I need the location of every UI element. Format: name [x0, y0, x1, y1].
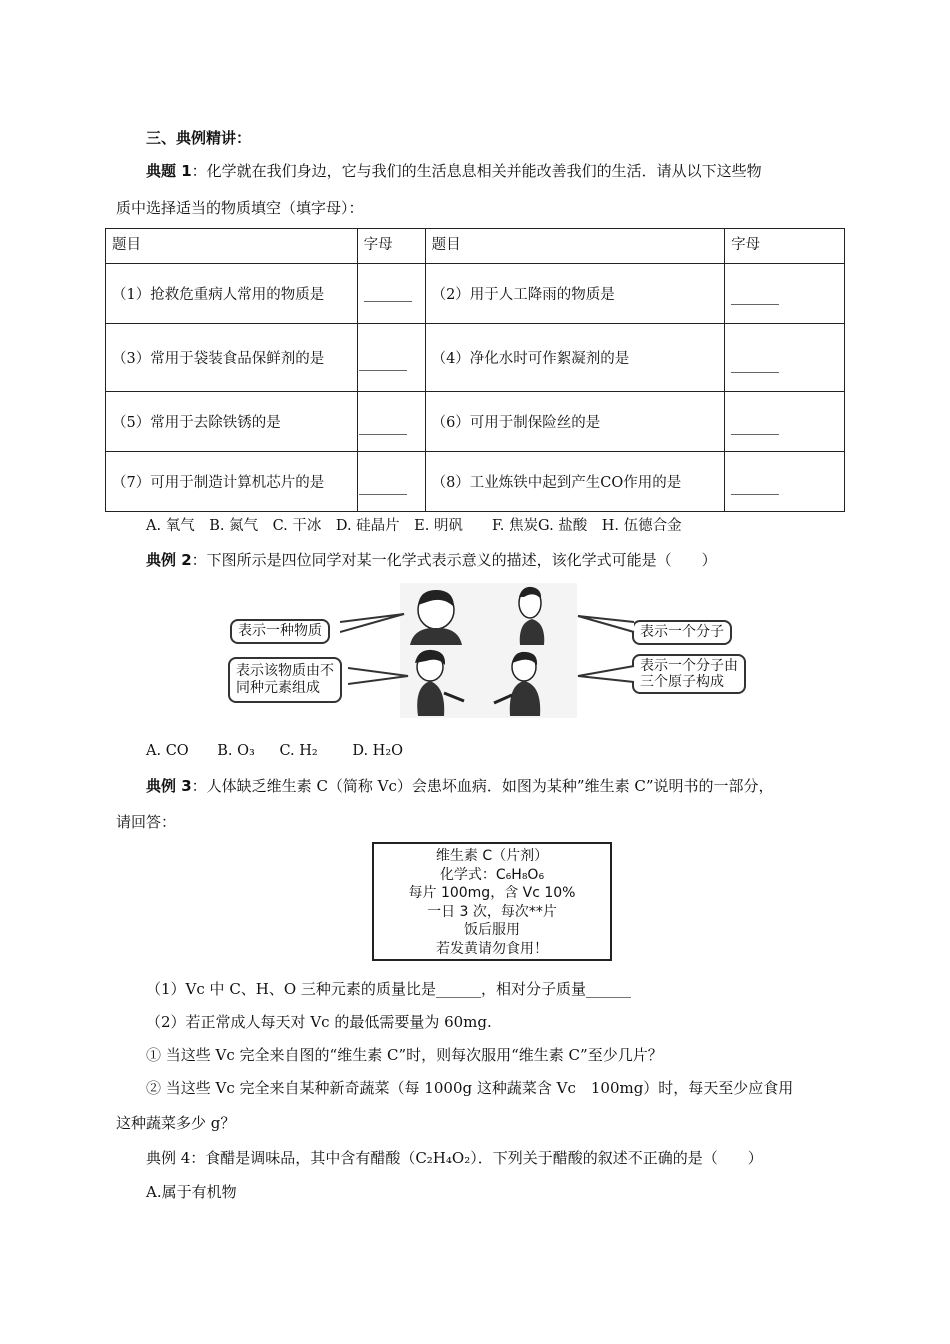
- bubble-line: 表示一个分子由: [640, 658, 738, 674]
- answer-cell[interactable]: [725, 452, 845, 512]
- ex3-q1: （1）Vc 中 C、H、O 三种元素的质量比是______，相对分子质量______: [146, 980, 631, 998]
- option-c: C. H₂: [279, 743, 318, 759]
- ex2-label: 典例 2: [146, 551, 192, 569]
- table-row: [106, 324, 845, 392]
- answer-blank[interactable]: [731, 304, 779, 305]
- answer-blank[interactable]: [359, 434, 407, 435]
- question-cell: （1）抢救危重病人常用的物质是: [106, 264, 358, 324]
- ex2-text: ：下图所示是四位同学对某一化学式表示意义的描述，该化学式可能是（ ）: [191, 551, 717, 569]
- ex4-text: 典例 4：食醋是调味品，其中含有醋酸（C₂H₄O₂）．下列关于醋酸的叙述不正确的是（ ）: [146, 1149, 763, 1167]
- ex1-options: A. 氧气 B. 氮气 C. 干冰 D. 硅晶片 E. 明矾 F. 焦炭G. 盐酸 H. 伍德合金: [146, 518, 682, 534]
- bubble-line: 表示该物质由不: [236, 663, 334, 679]
- bubble-one-molecule: 表示一个分子: [632, 620, 732, 645]
- table-row: [106, 392, 845, 452]
- ex1-line1: [146, 161, 762, 181]
- bubble-line: 三个原子构成: [640, 674, 724, 690]
- bubble-different-elements: [228, 657, 342, 703]
- label-line: 若发黄请勿食用！: [436, 940, 548, 957]
- answer-blank[interactable]: [359, 370, 407, 371]
- label-line: 每片 100mg，含 Vc 10%: [408, 885, 576, 901]
- ex3-q2a: ① 当这些 Vc 完全来自图的“维生素 C”时，则每次服用“维生素 C”至少几片？: [146, 1046, 663, 1064]
- answer-blank[interactable]: [364, 301, 412, 302]
- students-illustration: [400, 583, 577, 718]
- bubble-pointer: [348, 662, 410, 690]
- option-a: A. CO: [146, 743, 189, 759]
- ex3-text1: ：人体缺乏维生素 C（简称 Vc）会患坏血病．如图为某种”维生素 C”说明书的一部分，: [191, 777, 774, 795]
- header-cell: 题目: [106, 229, 358, 264]
- ex3-q2: （2）若正常成人每天对 Vc 的最低需要量为 60mg.: [146, 1013, 492, 1031]
- question-cell: （7）可用于制造计算机芯片的是: [106, 452, 358, 512]
- label-line: 化学式：C₆H₈O₆: [439, 866, 545, 883]
- ex3-q2b-line2: 这种蔬菜多少 g？: [116, 1114, 236, 1132]
- answer-blank[interactable]: [731, 494, 779, 495]
- table-row: [106, 264, 845, 324]
- question-cell: （3）常用于袋装食品保鲜剂的是: [106, 324, 358, 392]
- answer-blank[interactable]: [731, 434, 779, 435]
- answer-blank[interactable]: [359, 494, 407, 495]
- answer-cell[interactable]: [357, 324, 425, 392]
- ex3-q2b-line1: ② 当这些 Vc 完全来自某种新奇蔬菜（每 1000g 这种蔬菜含 Vc 100mg）时，每天至少应食用: [146, 1079, 794, 1097]
- table-header-row: [106, 229, 845, 264]
- label-line: 饭后服用: [464, 922, 520, 938]
- bubble-one-substance: 表示一种物质: [230, 619, 330, 644]
- section-title: 三、典例精讲：: [146, 129, 252, 147]
- question-cell: （4）净化水时可作絮凝剂的是: [425, 324, 725, 392]
- bubble-pointer: [576, 612, 636, 638]
- ex3-line1: [146, 776, 774, 796]
- question-cell: （8）工业炼铁中起到产生CO作用的是: [425, 452, 725, 512]
- table-row: [106, 452, 845, 512]
- vitamin-c-label: [372, 842, 612, 961]
- option-b: B. O₃: [217, 743, 255, 759]
- ex1-label: 典题 1: [146, 162, 192, 180]
- bubble-pointer: [576, 660, 636, 688]
- bubble-three-atoms: [632, 654, 746, 694]
- answer-cell[interactable]: [357, 392, 425, 452]
- ex2-line: [146, 550, 717, 570]
- header-cell: 题目: [425, 229, 725, 264]
- answer-cell[interactable]: [357, 264, 425, 324]
- option-d: D. H₂O: [352, 743, 404, 759]
- question-cell: （5）常用于去除铁锈的是: [106, 392, 358, 452]
- ex1-text1: ：化学就在我们身边，它与我们的生活息息相关并能改善我们的生活．请从以下这些物: [191, 162, 762, 180]
- answer-cell[interactable]: [725, 392, 845, 452]
- ex3-label: 典例 3: [146, 777, 192, 795]
- bubble-pointer: [340, 610, 410, 640]
- ex3-line2: 请回答：: [116, 813, 177, 831]
- answer-cell[interactable]: [725, 264, 845, 324]
- answer-blank[interactable]: [731, 372, 779, 373]
- bubble-line: 同种元素组成: [236, 680, 320, 696]
- header-cell: 字母: [357, 229, 425, 264]
- students-figure: [400, 583, 577, 718]
- ex2-options: [146, 741, 403, 761]
- answer-cell[interactable]: [725, 324, 845, 392]
- ex1-table: [105, 228, 845, 512]
- header-cell: 字母: [725, 229, 845, 264]
- ex4-option-a: A.属于有机物: [146, 1183, 237, 1201]
- label-line: 维生素 C（片剂）: [435, 848, 549, 864]
- ex1-line2: 质中选择适当的物质填空（填字母）：: [116, 199, 364, 217]
- label-line: 一日 3 次，每次**片: [427, 903, 557, 920]
- answer-cell[interactable]: [357, 452, 425, 512]
- question-cell: （2）用于人工降雨的物质是: [425, 264, 725, 324]
- question-cell: （6）可用于制保险丝的是: [425, 392, 725, 452]
